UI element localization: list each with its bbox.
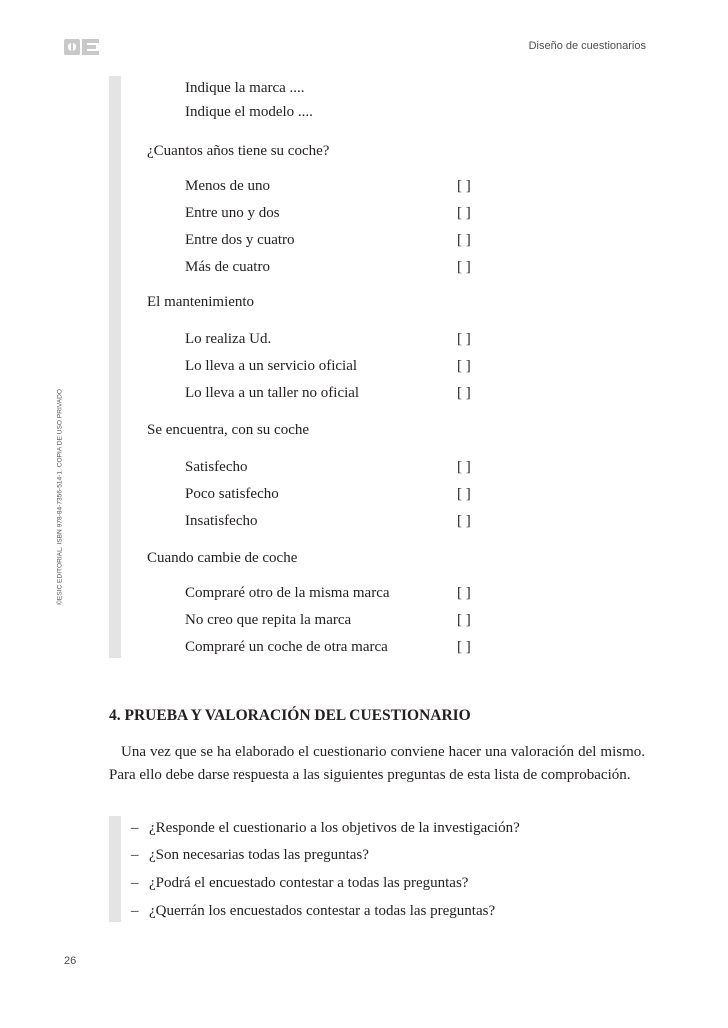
option-checkbox: [ ] (457, 178, 471, 194)
page-number: 26 (64, 955, 77, 967)
checklist-item (131, 846, 369, 864)
option-label: No creo que repita la marca (185, 612, 352, 628)
question-maintenance: El mantenimiento (147, 294, 255, 310)
questionnaire-block (109, 76, 649, 658)
option-checkbox: [ ] (457, 513, 471, 529)
option-checkbox: [ ] (457, 486, 471, 502)
option-checkbox: [ ] (457, 459, 471, 475)
dash-marker: – (131, 875, 139, 891)
checklist-block (109, 816, 649, 922)
option-checkbox: [ ] (457, 639, 471, 655)
option-label: Entre dos y cuatro (185, 232, 295, 248)
option-label: Lo realiza Ud. (185, 331, 272, 347)
checklist-item (131, 819, 520, 837)
option-checkbox: [ ] (457, 385, 471, 401)
question-satisfaction: Se encuentra, con su coche (147, 422, 310, 438)
option-checkbox: [ ] (457, 232, 471, 248)
body-paragraph: Una vez que se ha elaborado el cuestionario conviene hacer una valoración del mismo. Para ello debe darse respuesta a las siguientes preguntas de esta lista de comprobación. (109, 744, 645, 783)
model-line: Indique el modelo .... (185, 104, 313, 120)
option-checkbox: [ ] (457, 358, 471, 374)
checklist-item-text: ¿Son necesarias todas las preguntas? (149, 847, 369, 863)
question-next-car: Cuando cambie de coche (147, 550, 298, 566)
option-label: Lo lleva a un taller no oficial (185, 385, 360, 401)
question-car-age: ¿Cuantos años tiene su coche? (147, 143, 330, 159)
checklist-item-text: ¿Querrán los encuestados contestar a todas las preguntas? (149, 903, 496, 919)
option-label: Lo lleva a un servicio oficial (185, 358, 358, 374)
option-label: Más de cuatro (185, 259, 270, 275)
option-checkbox: [ ] (457, 612, 471, 628)
copyright-notice (52, 377, 68, 617)
option-label: Insatisfecho (185, 513, 258, 529)
option-label: Menos de uno (185, 178, 270, 194)
option-label: Compraré un coche de otra marca (185, 639, 388, 655)
option-checkbox: [ ] (457, 331, 471, 347)
questionnaire-side-bar (109, 76, 121, 658)
option-label: Poco satisfecho (185, 486, 279, 502)
option-label: Satisfecho (185, 459, 248, 475)
checklist-item (131, 902, 495, 920)
checklist-item-text: ¿Responde el cuestionario a los objetivos de la investigación? (149, 820, 520, 836)
dash-marker: – (131, 847, 139, 863)
option-checkbox: [ ] (457, 259, 471, 275)
esic-logo (64, 38, 100, 56)
option-label: Compraré otro de la misma marca (185, 585, 390, 601)
section-title: 4. PRUEBA Y VALORACIÓN DEL CUESTIONARIO (109, 707, 471, 724)
option-checkbox: [ ] (457, 205, 471, 221)
checklist-item (131, 874, 468, 892)
checklist-side-bar (109, 816, 121, 922)
brand-line: Indique la marca .... (185, 80, 305, 96)
running-title: Diseño de cuestionarios (528, 40, 646, 52)
option-label: Entre uno y dos (185, 205, 280, 221)
dash-marker: – (131, 820, 139, 836)
copyright-text: ©ESIC EDITORIAL. ISBN 978-84-7356-514-1. COPIA DE USO PRIVADO (56, 388, 64, 606)
dash-marker: – (131, 903, 139, 919)
checklist-item-text: ¿Podrá el encuestado contestar a todas las preguntas? (149, 875, 469, 891)
option-checkbox: [ ] (457, 585, 471, 601)
